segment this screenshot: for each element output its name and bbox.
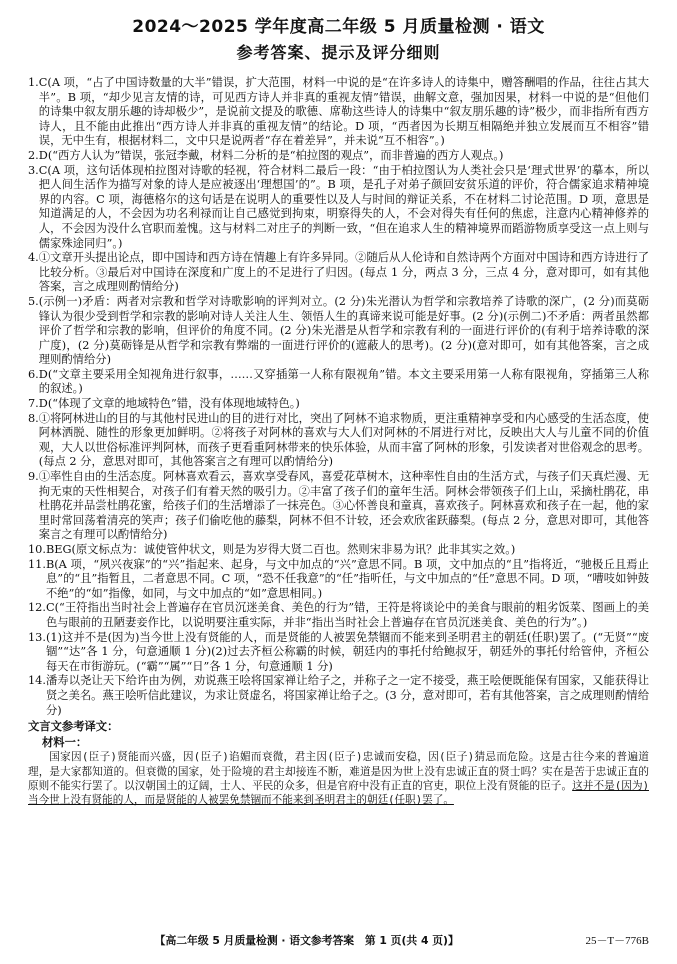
answer-item	[28, 412, 649, 470]
answer-text: C(A 项，“占了中国诗数量的大半”错误，扩大范围，材料一中说的是“在许多诗人的诗集中，赠答酬唱的作品，往往占其大半”。B 项，“却少见言友情的诗，可见西方诗人并非真的重视友情”错误，曲解文意，强加因果，材料一中说的是“但他们的诗集中叙友朋乐趣的诗却极少”，是说前文提及的歌德、席勒这些诗人的诗集中“叙友朋乐趣的诗”极少，而非指所有西方诗人，且不能由此推出“西方诗人并非真的重视友情”的结论。D 项，“西者因为长期互相隔绝并独立发展而互不相容”错误，无中生有，根据材料二，文中只是说两者“存在着差异”，并未说“互不相容”。)	[38, 76, 649, 148]
answer-number: 3.	[28, 163, 39, 177]
section-title: 文言文参考译文：	[28, 720, 119, 734]
answer-text: C(A 项，这句话体现柏拉图对诗歌的轻视，符合材料二最后一段：“由于柏拉图认为人类社会只是‘理式世界’的摹本，所以把人间生活作为描写对象的诗人是应被逐出‘理想国’的”。B 项，是孔子对弟子颜回安贫乐道的评价，符合儒家追求精神境界的内容。C 项，海德格尔的这句话是在说明人的重要性以及人与时间的辩证关系，不在材料二讨论范围。D 项，意思是知道满足的人，不会因为功名利禄而让自己感觉到拘束，明察得失的人，不会对得失有任何的焦虑，注意内心精神修养的人，不会因为没什么官职而羞愧。这与材料二对庄子的判断一致，“但在追求人生的精神境界而蹈游物质享受这一点上则与儒家殊途同归”。)	[38, 163, 649, 250]
answer-number: 2.	[28, 148, 39, 162]
translation-underlined: 这并不是(因为)当今世上没有贤能的人，而是贤能的人被罢免禁锢而不能来到圣明君主的朝廷(任职)罢了。	[28, 779, 649, 807]
answer-item	[28, 149, 649, 164]
answer-text: BEG(原文标点为：诚使管仲状文，则是为岁得大贤二百也。然则宋非易为讯？此非其实之效。)	[45, 543, 516, 556]
answer-item	[28, 558, 649, 602]
answer-item	[28, 164, 649, 252]
answer-item	[28, 295, 649, 368]
answer-text: 潘寿以尧让天下给许由为例，劝说燕王哙将国家禅让给子之，并称子之一定不接受，燕王哙便既能保有国家，又能获得让贤之美名。燕王哙听信此建议，为求让贤虚名，将国家禅让给子之。(3 分，意对即可，若有其他答案，言之成理则酌情给分)	[45, 674, 649, 717]
answer-number: 9.	[28, 470, 39, 484]
page-subtitle: 参考答案、提示及评分细则	[236, 43, 441, 62]
footer-code: 25－T－776B	[585, 935, 649, 947]
answer-text: ①将阿林进山的目的与其他村民进山的目的进行对比，突出了阿林不追求物质，更注重精神享受和内心感受的生活态度，使阿林洒脱、随性的形象更加鲜明。②将孩子对阿林的喜欢与大人们对阿林的不屑进行对比，反映出大人与儿童不同的价值观，大人以世俗标准评判阿林，而孩子更看重阿林带来的快乐体验，从而丰富了阿林的形象，引发读者对世俗观念的思考。(每点 2 分，意思对即可，其他答案言之有理可以酌情给分)	[38, 411, 649, 469]
answer-number: 1.	[28, 76, 39, 89]
section-subtitle: 材料一：	[42, 736, 88, 750]
translation-paragraph	[28, 750, 649, 808]
answer-text: ①率性自由的生活态度。阿林喜欢看云，喜欢享受春风，喜爱花草树木，这种率性自由的生活方式，与孩子们天真烂漫、无拘无束的天性相契合，对孩子们有着天然的吸引力。②丰富了孩子们的童年生活。阿林会带领孩子们上山，采摘杜鹃花，串杜鹃花并品尝杜鹃花蜜，给孩子们的生活增添了一抹亮色。③心怀善良和童真，喜欢孩子。阿林喜欢和孩子在一起，他的家里时常回荡着清亮的笑声；孩子们偷吃他的藤梨，阿林不但不计较，还会欢欣雀跃藤梨。(每点 2 分，意思对即可，其他答案言之有理可以酌情给分)	[38, 470, 649, 542]
answer-item	[28, 674, 649, 718]
answer-number: 6.	[28, 367, 39, 381]
answer-number: 13.	[28, 630, 46, 644]
answer-number: 8.	[28, 411, 39, 425]
answer-item	[28, 76, 649, 149]
answer-item	[28, 397, 649, 412]
answer-number: 14.	[28, 674, 46, 688]
answer-text: D(“体现了文章的地域特色”错，没有体现地域特色。)	[38, 397, 300, 411]
translation-text: 国家因(臣子)贤能而兴盛，因(臣子)谄媚而衰微，君主因(臣子)忠诚而安稳，因(臣子)猜忌而危险。这是古往今来的普遍道理，是大家都知道的。但衰微的国家，处于险境的君主却接连不断，难道是因为世上没有忠诚正直的贤士吗？实在是苦于忠诚正直的原则不能实行罢了。以汉朝国土的辽阔，士人、平民的众多，但是官府中没有正直的官吏，职位上没有贤能的臣子。	[28, 751, 649, 792]
answer-item	[28, 543, 649, 558]
answer-item	[28, 368, 649, 397]
answer-list	[28, 76, 649, 718]
answer-item	[28, 251, 649, 295]
answer-item	[28, 601, 649, 630]
answer-text: D(“西方人认为”错误，张冠李戴，材料二分析的是“柏拉图的观点”，而非普遍的西方人观点。)	[38, 148, 504, 162]
answer-text: C(“王符指出当时社会上普遍存在官员沉迷美食、美色的行为”错，王符是将谈论中的美食与眼前的粗劣饭菜、图画上的美色与眼前的丑陋妻妾作比，以说明要注重实际，并非“指出当时社会上普遍存在官员沉迷美食、美色的行为”。)	[45, 601, 649, 629]
answer-item	[28, 470, 649, 543]
answer-number: 11.	[28, 557, 46, 571]
answer-text: B(A 项，“夙兴夜寐”的“兴”指起来、起身，与文中加点的“兴”意思不同。B 项，文中加点的“且”指将近，“驰极丘且焉止息”的“且”指暂且，二者意思不同。C 项，“恐不任我意”的“任”指听任，与文中加点的“任”意思不同。D 项，“嘈吱如钟鼓不绝”的“如”指像，如同，与文中加点的“如”意思相同。)	[45, 557, 649, 600]
page-footer	[28, 934, 649, 948]
page-title: 2024～2025 学年度高二年级 5 月质量检测 · 语文	[132, 17, 545, 37]
answer-number: 12.	[28, 601, 46, 615]
answer-number: 5.	[28, 294, 39, 308]
answer-text: (1)这并不是(因为)当今世上没有贤能的人，而是贤能的人被罢免禁锢而不能来到圣明君主的朝廷(任职)罢了。(“无贤”“废锢”“达”各 1 分，句意通顺 1 分)(2)过去齐桓公称霸的时候，朝廷内的事托付给鲍叔牙，朝廷外的事托付给管仲，齐桓公每天在市街游玩。(“霸”“属”“日”各 1 分，句意通顺 1 分)	[45, 630, 649, 673]
answer-text: ①文章开头提出论点，即中国诗和西方诗在情趣上有许多异同。②随后从人伦诗和自然诗两个方面对中国诗和西方诗进行了比较分析。③最后对中国诗在深度和广度上的不足进行了归因。(每点 1 分，两点 3 分，三点 4 分，意对即可，如有其他答案，言之成理则酌情给分)	[38, 251, 649, 294]
answer-number: 7.	[28, 397, 39, 411]
answer-number: 10.	[28, 543, 46, 556]
answer-text: (示例一)矛盾：两者对宗教和哲学对诗歌影响的评判对立。(2 分)朱光潜认为哲学和宗教培养了诗歌的深广，(2 分)而莫砺锋认为很少受到哲学和宗教的影响对诗人关注人生、领悟人生的真谛来说可能是好事。(2 分)(示例二)不矛盾：两者虽然都评价了哲学和宗教的影响，但评价的角度不同。(2 分)朱光潜是从哲学和宗教有利的一面进行评价的(有利于培养诗歌的深广度)，(2 分)莫砺锋是从哲学和宗教有弊端的一面进行评价的(遮蔽人的思考)。(2 分)(意对即可，如有其他答案，言之成理则酌情给分)	[38, 294, 649, 367]
answer-item	[28, 631, 649, 675]
footer-page-info: 【高二年级 5 月质量检测 · 语文参考答案 第 1 页(共 4 页)】	[154, 934, 459, 947]
answer-text: D(“文章主要采用全知视角进行叙事，……又穿插第一人称有限视角”错。本文主要采用第一人称有限视角，穿插第三人称的叙述。)	[38, 367, 649, 396]
answer-number: 4.	[28, 251, 39, 265]
